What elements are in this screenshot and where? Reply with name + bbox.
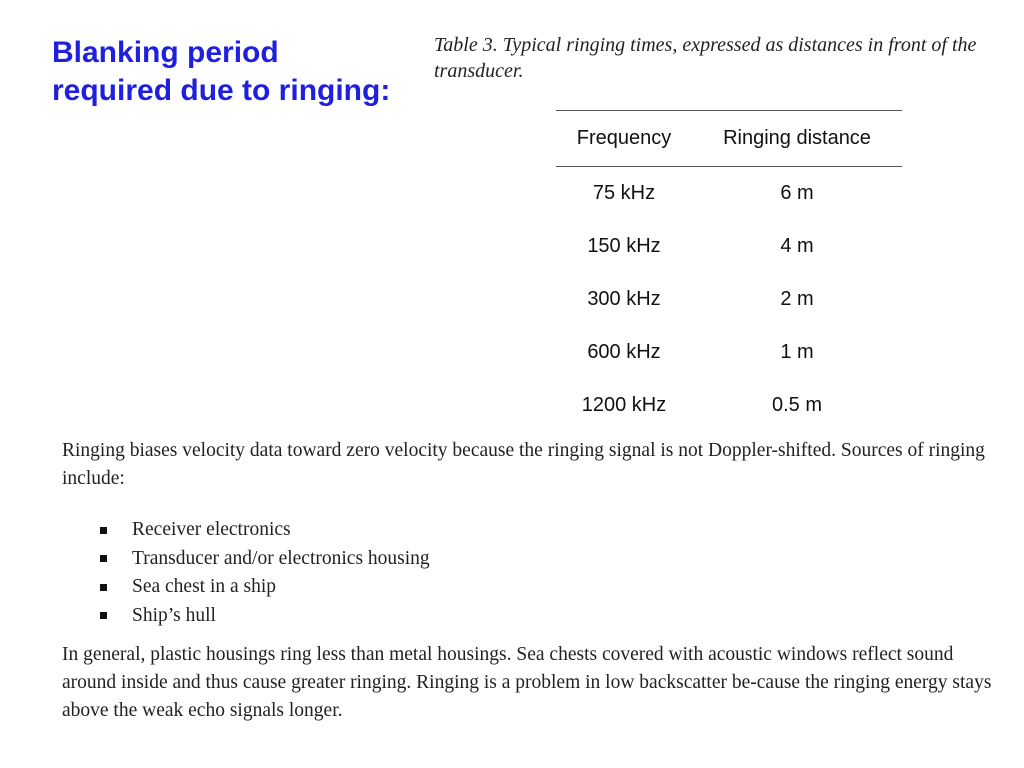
slide-title: Blanking period required due to ringing:	[52, 36, 391, 107]
table-caption: Table 3. Typical ringing times, expressed as distances in front of the transducer.	[434, 34, 977, 82]
list-item-label: Receiver electronics	[132, 519, 291, 540]
list-item	[100, 573, 430, 602]
table-row	[556, 379, 902, 432]
list-item-label: Transducer and/or electronics housing	[132, 547, 430, 569]
distance-cell: 6 m	[780, 182, 814, 204]
frequency-cell: 300 kHz	[587, 288, 661, 310]
distance-cell: 2 m	[780, 288, 814, 310]
table-row	[556, 326, 902, 379]
list-item	[100, 602, 430, 631]
ringing-sources-list	[100, 516, 430, 630]
square-bullet-icon	[100, 584, 107, 591]
list-item	[100, 545, 430, 574]
frequency-cell: 600 kHz	[587, 341, 661, 363]
frequency-cell: 1200 kHz	[581, 394, 667, 416]
frequency-cell: 150 kHz	[587, 235, 661, 257]
list-item-label: Sea chest in a ship	[132, 576, 277, 597]
list-item-label: Ship’s hull	[132, 604, 216, 626]
square-bullet-icon	[100, 555, 107, 562]
distance-cell: 0.5 m	[771, 394, 823, 416]
conclusion-paragraph: In general, plastic housings ring less than metal housings. Sea chests covered with acoustic windows reflect sound around inside and thus cause greater ringing. Ringing is a problem in low backscatter be-cause the ringing energy stays above the weak echo signals longer.	[62, 644, 992, 721]
square-bullet-icon	[100, 527, 107, 534]
table-row	[556, 167, 902, 221]
ringing-table	[556, 110, 902, 432]
column-header-ringing-distance: Ringing distance	[692, 111, 902, 167]
distance-cell: 1 m	[780, 341, 814, 363]
table-header-row	[556, 111, 902, 167]
table-row	[556, 273, 902, 326]
frequency-cell: 75 kHz	[592, 182, 656, 204]
intro-paragraph: Ringing biases velocity data toward zero velocity because the ringing signal is not Doppler-shifted. Sources of ringing include:	[62, 440, 985, 489]
column-header-frequency: Frequency	[556, 111, 692, 167]
distance-cell: 4 m	[780, 235, 814, 257]
table-row	[556, 220, 902, 273]
list-item	[100, 516, 430, 545]
square-bullet-icon	[100, 612, 107, 619]
